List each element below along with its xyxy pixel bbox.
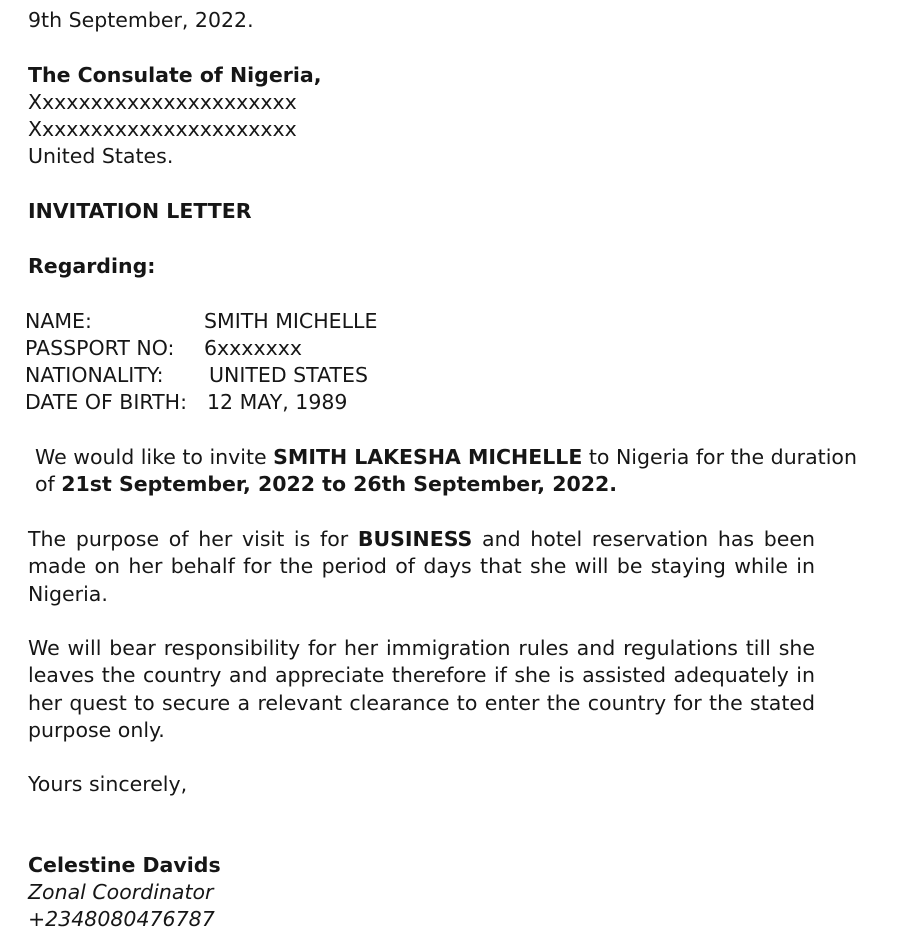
purpose-paragraph — [28, 526, 815, 608]
visit-duration: 21st September, 2022 to 26th September, 2022. — [61, 472, 618, 496]
recipient-name: The Consulate of Nigeria, — [28, 63, 322, 87]
signatory-name: Celestine Davids — [28, 853, 221, 877]
letter-subject: INVITATION LETTER — [28, 199, 252, 223]
detail-value-dob: 12 MAY, 1989 — [207, 390, 348, 414]
purpose-text-a: The purpose of her visit is for — [28, 527, 358, 551]
guest-name: SMITH LAKESHA MICHELLE — [273, 445, 583, 469]
recipient-address-line-1: Xxxxxxxxxxxxxxxxxxxxxx — [28, 90, 297, 114]
responsibility-paragraph: We will bear responsibility for her immigration rules and regulations till she leaves the country and appreciate therefore if she is assisted adequately in her quest to secure a relevant clearance to enter the country for the stated purpose only. — [28, 636, 815, 742]
signatory-phone: +2348080476787 — [28, 907, 215, 931]
detail-label-nationality: NATIONALITY: — [25, 363, 164, 387]
invitation-line-2 — [35, 471, 617, 498]
signatory-title: Zonal Coordinator — [28, 880, 214, 904]
detail-label-name: NAME: — [25, 309, 92, 333]
detail-label-dob: DATE OF BIRTH: — [25, 390, 187, 414]
invitation-text-a: We would like to invite — [35, 445, 274, 469]
recipient-country: United States. — [28, 144, 174, 168]
letter-date: 9th September, 2022. — [28, 8, 254, 32]
detail-value-nationality: UNITED STATES — [209, 363, 369, 387]
invitation-line-1 — [35, 444, 857, 471]
visit-purpose: BUSINESS — [357, 527, 473, 551]
closing: Yours sincerely, — [28, 772, 188, 796]
invitation-text-c: of — [35, 472, 62, 496]
detail-label-passport: PASSPORT NO: — [25, 336, 175, 360]
detail-value-name: SMITH MICHELLE — [204, 309, 378, 333]
invitation-text-b: to Nigeria for the duration — [582, 445, 857, 469]
purpose-text-b: and hotel reservation has been made on her behalf for the period of days that she will be staying while in Nigeria. — [28, 527, 815, 606]
regarding-label: Regarding: — [28, 254, 156, 278]
recipient-address-line-2: Xxxxxxxxxxxxxxxxxxxxxx — [28, 117, 297, 141]
detail-value-passport: 6xxxxxxx — [204, 336, 302, 360]
